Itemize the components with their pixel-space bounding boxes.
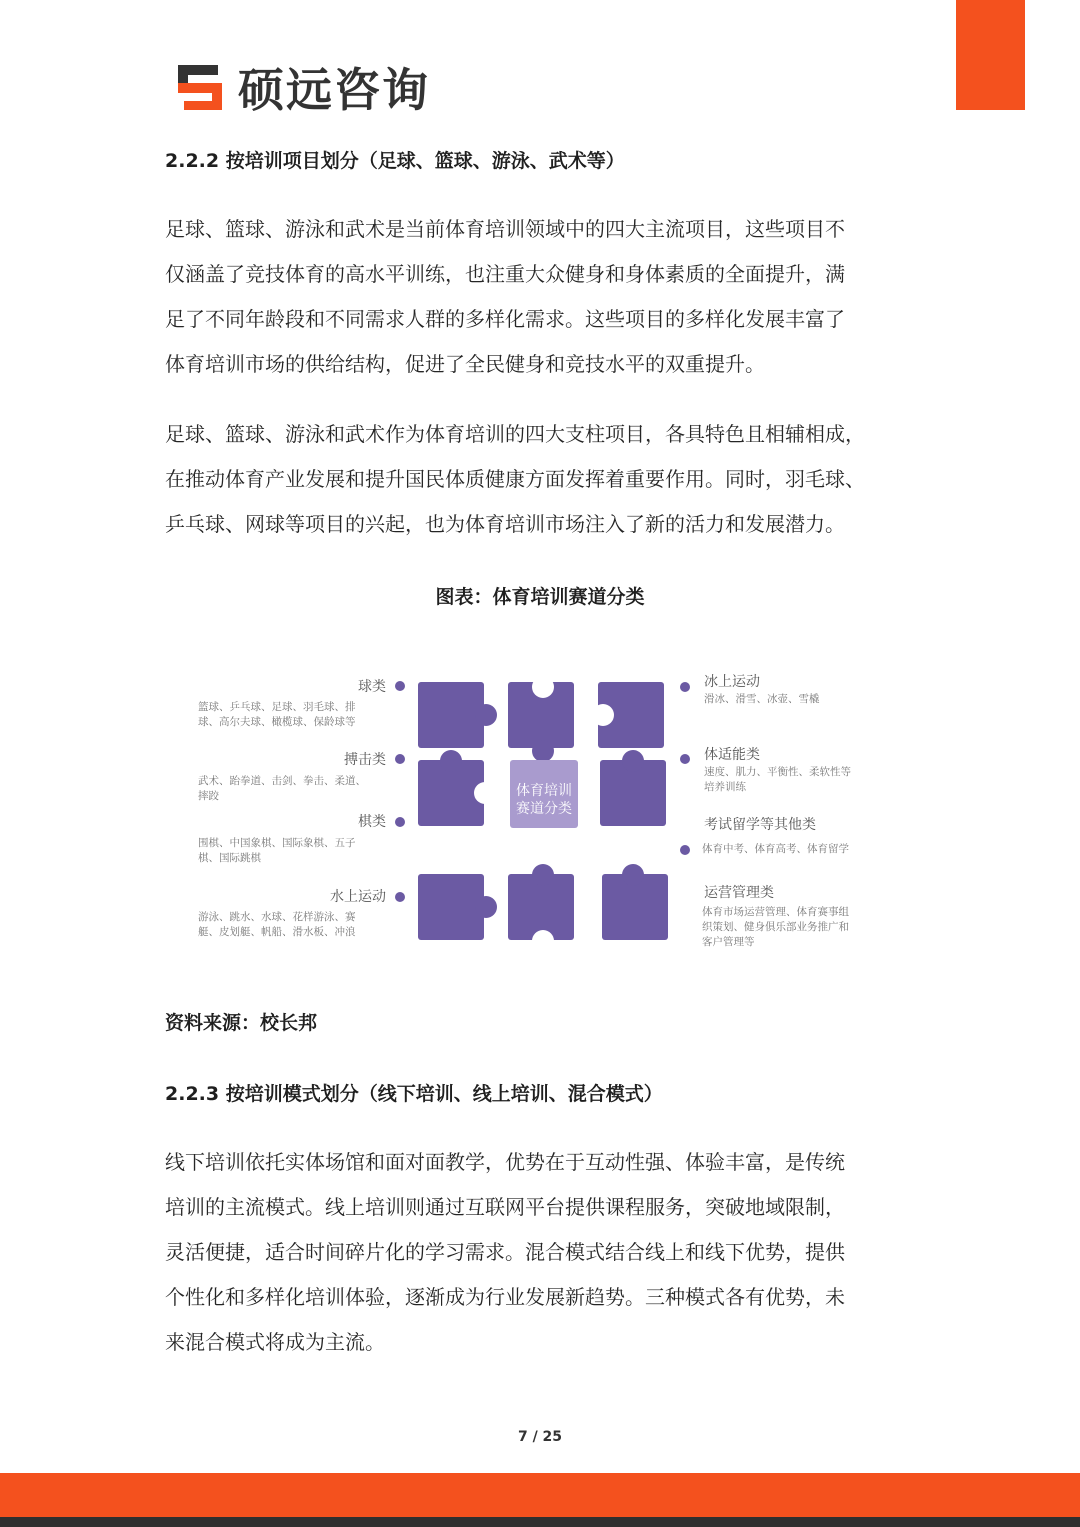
desc-line: 艇、皮划艇、帆船、滑水板、冲浪 [198,926,356,938]
paragraph-1 [165,207,915,387]
paragraph-line: 来混合模式将成为主流。 [165,1330,385,1354]
paragraph-line: 灵活便捷，适合时间碎片化的学习需求。混合模式结合线上和线下优势，提供 [165,1240,845,1264]
desc-line: 篮球、乒乓球、足球、羽毛球、排 [198,701,356,713]
corner-accent-tab [956,0,1025,110]
desc-line: 客户管理等 [702,936,755,948]
center-label-line: 赛道分类 [516,801,572,817]
desc-line: 滑冰、滑雪、冰壶、雪橇 [704,693,820,705]
category-title-left: 水上运动 [330,889,386,905]
section-heading-2-2-3: 2.2.3 按培训模式划分（线下培训、线上培训、混合模式） [165,1083,663,1105]
category-desc-right [702,905,887,950]
category-title-right: 运营管理类 [704,885,774,901]
category-dot [680,754,690,764]
paragraph-line: 线下培训依托实体场馆和面对面教学，优势在于互动性强、体验丰富，是传统 [165,1150,845,1174]
category-title-right: 考试留学等其他类 [704,817,816,833]
paragraph-2 [165,412,915,547]
category-dot [395,754,405,764]
desc-line: 武术、跆拳道、击剑、拳击、柔道、 [198,775,366,787]
category-dot [395,681,405,691]
category-desc-right [704,692,884,707]
desc-line: 摔跤 [198,790,219,802]
category-title-right: 体适能类 [704,747,760,763]
paragraph-line: 培训的主流模式。线上培训则通过互联网平台提供课程服务，突破地域限制， [165,1195,845,1219]
footer-dark-strip [0,1517,1080,1527]
center-label-line: 体育培训 [516,783,572,799]
puzzle-hole [532,930,554,952]
paragraph-line: 仅涵盖了竞技体育的高水平训练，也注重大众健身和身体素质的全面提升，满 [165,262,845,286]
category-desc-right [704,765,884,795]
section-heading-2-2-2: 2.2.2 按培训项目划分（足球、篮球、游泳、武术等） [165,150,625,172]
paragraph-3 [165,1140,915,1365]
puzzle-knob [475,704,497,726]
page-number: 7 / 25 [517,1429,563,1445]
puzzle-diagram [190,660,890,960]
desc-line: 培养训练 [704,781,746,793]
desc-line: 棋、国际跳棋 [198,852,261,864]
figure-source: 资料来源：校长邦 [165,1012,318,1034]
puzzle-knob [440,750,462,772]
category-dot [680,845,690,855]
category-desc-left [198,836,393,866]
puzzle-knob [475,896,497,918]
paragraph-line: 在推动体育产业发展和提升国民体质健康方面发挥着重要作用。同时，羽毛球、 [165,467,865,491]
desc-line: 速度、肌力、平衡性、柔软性等 [704,766,851,778]
puzzle-hole [474,782,496,804]
puzzle-hole [532,676,554,698]
category-dot [395,817,405,827]
desc-line: 游泳、跳水、水球、花样游泳、赛 [198,911,356,923]
paragraph-line: 个性化和多样化培训体验，逐渐成为行业发展新趋势。三种模式各有优势，未 [165,1285,845,1309]
center-label [508,782,580,818]
puzzle-knob [532,740,554,762]
paragraph-line: 乒乓球、网球等项目的兴起，也为体育培训市场注入了新的活力和发展潜力。 [165,512,845,536]
puzzle-knob [622,750,644,772]
logo-mark-icon [176,61,228,113]
category-title-right: 冰上运动 [704,674,760,690]
category-title-left: 球类 [358,679,386,695]
paragraph-line: 足了不同年龄段和不同需求人群的多样化需求。这些项目的多样化发展丰富了 [165,307,845,331]
category-desc-right [702,842,887,857]
category-title-left: 搏击类 [344,752,386,768]
footer-accent-bar [0,1473,1080,1517]
desc-line: 织策划、健身俱乐部业务推广和 [702,921,849,933]
paragraph-line: 体育培训市场的供给结构，促进了全民健身和竞技水平的双重提升。 [165,352,765,376]
brand-logo [176,60,430,117]
puzzle-knob [532,864,554,886]
desc-line: 体育中考、体育高考、体育留学 [702,843,849,855]
puzzle-knob [622,864,644,886]
paragraph-line: 足球、篮球、游泳和武术是当前体育培训领域中的四大主流项目，这些项目不 [165,217,845,241]
category-desc-left [198,700,393,730]
brand-name: 硕远咨询 [238,63,430,117]
puzzle-hole [592,704,614,726]
category-dot [680,682,690,692]
desc-line: 体育市场运营管理、体育赛事组 [702,906,849,918]
category-desc-left [198,774,398,804]
category-dot [395,892,405,902]
category-title-left: 棋类 [358,814,386,830]
paragraph-line: 足球、篮球、游泳和武术作为体育培训的四大支柱项目，各具特色且相辅相成， [165,422,865,446]
category-desc-left [198,910,398,940]
figure-caption: 图表：体育培训赛道分类 [435,586,645,608]
desc-line: 围棋、中国象棋、国际象棋、五子 [198,837,356,849]
desc-line: 球、高尔夫球、橄榄球、保龄球等 [198,716,356,728]
